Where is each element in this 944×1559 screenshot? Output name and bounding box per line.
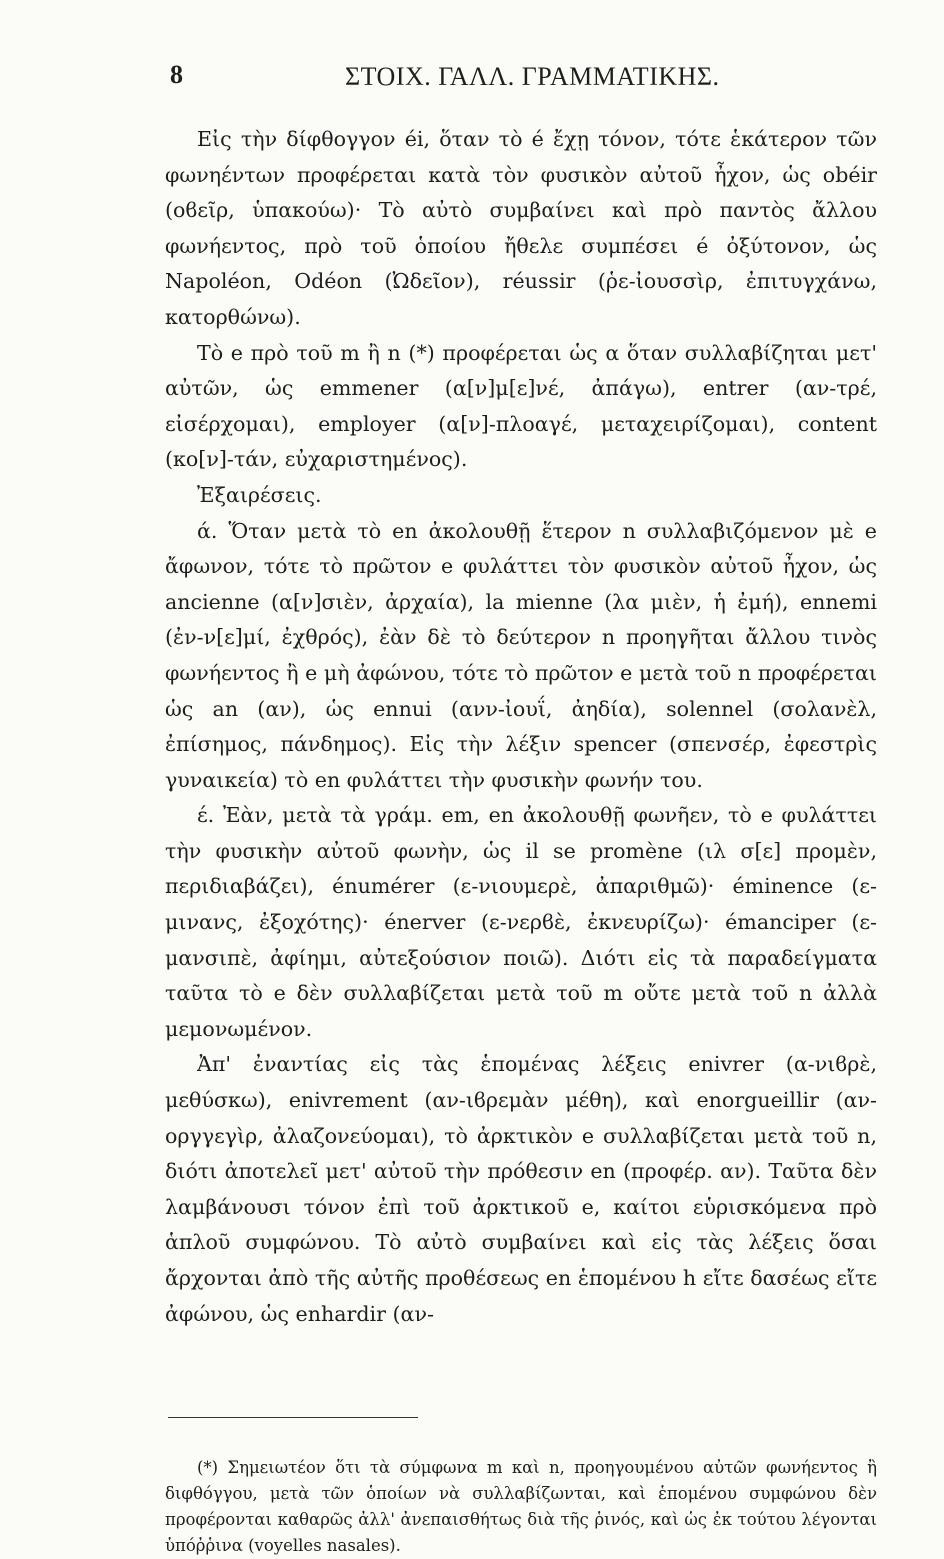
paragraph-exception-b: έ. Ἐὰν, μετὰ τὰ γράμ. em, en ἀκολουθῇ φωνῆεν, τὸ e φυλάττει τὴν φυσικὴν αὐτοῦ φωνὴν, ὡς il se promène (ιλ σ[ε] προμὲν, περιδιαβάζει), énumérer (ε-νιουμερὲ, ἀπαριθμῶ)· éminence (ε-μινανς, ἐξοχότης)· énerver (ε-νερϐὲ, ἐκνευρίζω)· émanciper (ε-μανσιπὲ, ἀφίημι, αὐτεξούσιον ποιῶ). Διότι εἰς τὰ παραδείγματα ταῦτα τὸ e δὲν συλλαβίζεται μετὰ τοῦ m οὔτε μετὰ τοῦ n ἀλλὰ μεμονωμένον. (165, 803, 877, 1041)
body-text (165, 122, 877, 1332)
exceptions-heading: Ἐξαιρέσεις. (197, 482, 322, 507)
paragraph-e-before-m-n: Τὸ e πρὸ τοῦ m ἢ n (*) προφέρεται ὡς α ὅταν συλλαβίζηται μετ' αὐτῶν, ὡς emmener (α[ν]μ[ε]νέ, ἀπάγω), entrer (αν-τρέ, εἰσέρχομαι), employer (α[ν]-πλοαγέ, μεταχειρίζομαι), content (κο[ν]-τάν, εὐχαριστημένος). (165, 340, 877, 472)
footnote: (*) Σημειωτέον ὅτι τὰ σύμφωνα m καὶ n, προηγουμένου αὐτῶν φωνήεντος ἢ διφθόγγου, μετὰ τῶν ὁποίων νὰ συλλαβίζωνται, καὶ ἑπομένου συμφώνου δὲν προφέρονται καθαρῶς ἀλλ' ἀνεπαισθήτως διὰ τῆς ῥινός, καὶ ὡς ἐκ τούτου λέγονται ὑπόῤῥινα (voyelles nasales). (165, 1457, 877, 1555)
page-number: 8 (170, 60, 183, 89)
paragraph-diphthong-ei: Εἰς τὴν δίφθογγον éi, ὅταν τὸ é ἔχῃ τόνον, τότε ἑκάτερον τῶν φωνηέντων προφέρεται κατὰ τὸν φυσικὸν αὐτοῦ ἦχον, ὡς obéir (οϐεῖρ, ὑπακούω)· Τὸ αὐτὸ συμβαίνει καὶ πρὸ παντὸς ἄλλου φωνήεντος, πρὸ τοῦ ὁποίου ἤθελε συμπέσει é ὀξύτονον, ὡς Napoléon, Odéon (Ὠδεῖον), réussir (ῥε-ἰουσσὶρ, ἐπιτυγχάνω, κατορθώνω). (165, 127, 877, 329)
paragraph-exception-a: ά. Ὅταν μετὰ τὸ en ἀκολουθῇ ἕτερον n συλλαβιζόμενον μὲ e ἄφωνον, τότε τὸ πρῶτον e φυλάττει τὸν φυσικὸν αὐτοῦ ἦχον, ὡς ancienne (α[ν]σιὲν, ἀρχαία), la mienne (λα μιὲν, ἡ ἐμή), ennemi (ἐν-ν[ε]μί, ἐχθρός), ἐὰν δὲ τὸ δεύτερον n προηγῆται ἄλλου τινὸς φωνήεντος ἢ e μὴ ἀφώνου, τότε τὸ πρῶτον e μετὰ τοῦ n προφέρεται ὡς an (αν), ὡς ennui (ανν-ἰουΐ, ἀηδία), solennel (σολανὲλ, ἐπίσημος, πάνδημος). Εἰς τὴν λέξιν spencer (σπενσέρ, ἐφεστρὶς γυναικεία) τὸ en φυλάττει τὴν φυσικὴν φωνήν του. (165, 518, 877, 792)
paragraph-contrary: Ἀπ' ἐναντίας εἰς τὰς ἑπομένας λέξεις enivrer (α-νιϐρὲ, μεθύσκω), enivrement (αν-ιϐρεμὰν μέθη), καὶ enorgueillir (αν-οργγεγὶρ, ἀλαζονεύομαι), τὸ ἀρκτικὸν e συλλαβίζεται μετὰ τοῦ n, διότι ἀποτελεῖ μετ' αὐτοῦ τὴν πρόθεσιν en (προφέρ. αν). Ταῦτα δὲν λαμβάνουσι τόνον ἐπὶ τοῦ ἀρκτικοῦ e, καίτοι εὑρισκόμενα πρὸ ἁπλοῦ συμφώνου. Τὸ αὐτὸ συμβαίνει καὶ εἰς τὰς λέξεις ὅσαι ἄρχονται ἀπὸ τῆς αὐτῆς προθέσεως en ἑπομένου h εἴτε δασέως εἴτε ἀφώνου, ὡς enhardir (αν- (165, 1052, 877, 1326)
running-head: ΣΤΟΙΧ. ΓΑΛΛ. ΓΡΑΜΜΑΤΙΚΗΣ. (345, 62, 720, 91)
footnote-divider (168, 1417, 418, 1418)
page-header (160, 60, 875, 100)
